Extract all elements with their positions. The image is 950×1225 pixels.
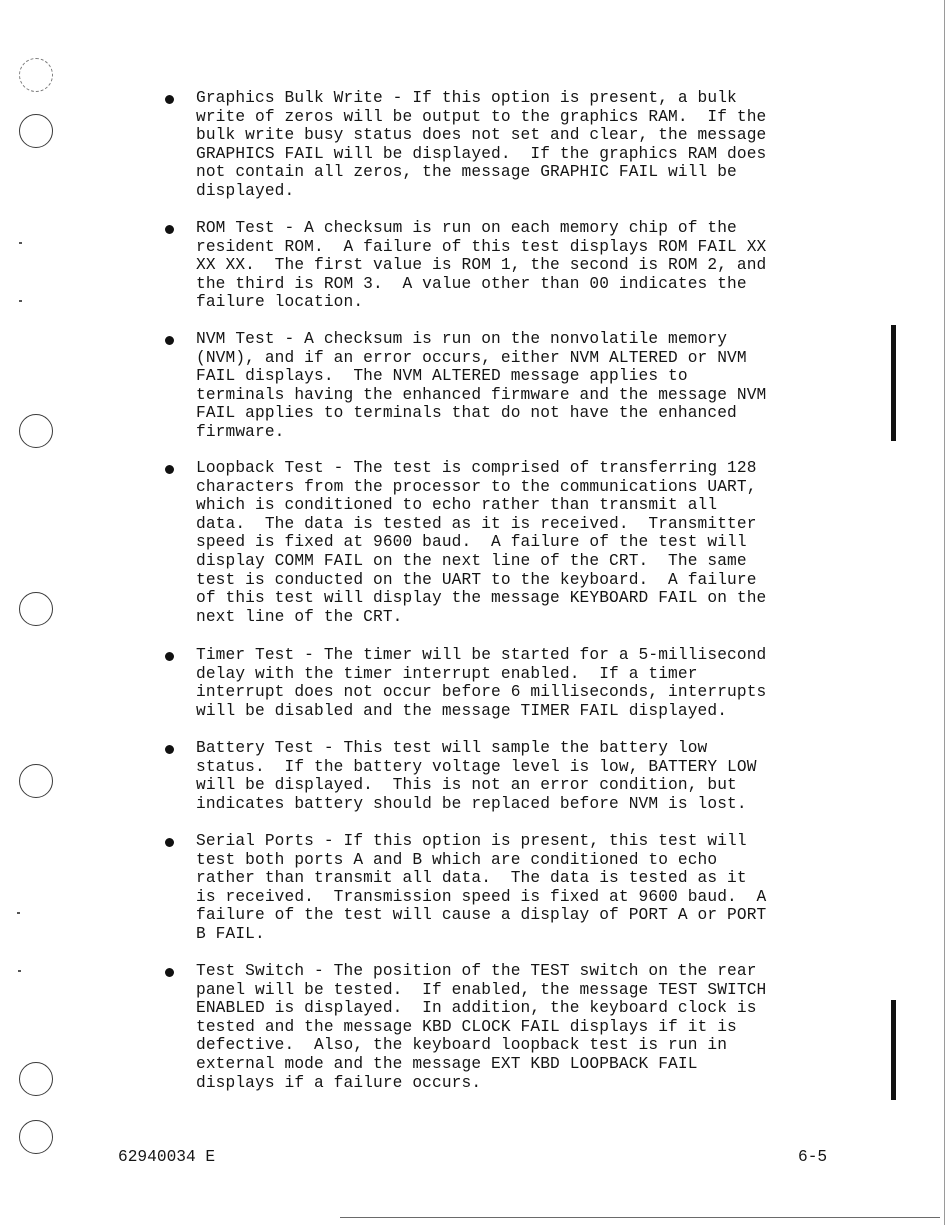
bullet-text-test-switch: Test Switch - The position of the TEST switch on the rear panel will be tested. If enabled, the message TEST SWITCH ENABLED is displayed. In addition, the keyboard clock is tested and the message KBD CLOCK FAIL displays if it is defective. Also, the keyboard loopback test is run in external mode and the message EXT KBD LOOPBACK FAIL displays if a failure occurs. (196, 962, 767, 1092)
bullet-icon (165, 968, 174, 977)
page-edge (944, 0, 945, 1225)
bullet-text-nvm-test: NVM Test - A checksum is run on the nonvolatile memory (NVM), and if an error occurs, either NVM ALTERED or NVM FAIL displays. The NVM ALTERED message applies to terminals having the enhanced firmware and the message NVM FAIL applies to terminals that do not have the enhanced firmware. (196, 330, 767, 441)
bullet-text-serial-ports: Serial Ports - If this option is present, this test will test both ports A and B which are conditioned to echo rather than transmit all data. The data is tested as it is received. Transmission speed is fixed at 9600 baud. A failure of the test will cause a display of PORT A or PORT B FAIL. (196, 832, 767, 943)
bullet-text-rom-test: ROM Test - A checksum is run on each memory chip of the resident ROM. A failure of this test displays ROM FAIL XX XX XX. The first value is ROM 1, the second is ROM 2, and the third is ROM 3. A value other than 00 indicates the failure location. (196, 219, 767, 312)
bullet-text-battery-test: Battery Test - This test will sample the battery low status. If the battery voltage level is low, BATTERY LOW will be displayed. This is not an error condition, but indicates battery should be replaced before NVM is lost. (196, 739, 757, 813)
bullet-text-graphics-bulk-write: Graphics Bulk Write - If this option is present, a bulk write of zeros will be output to the graphics RAM. If the bulk write busy status does not set and clear, the message GRAPHICS FAIL will be displayed. If the graphics RAM does not contain all zeros, the message GRAPHIC FAIL will be displayed. (196, 89, 767, 200)
punch-hole-icon (19, 1120, 53, 1154)
punch-hole-icon (19, 1062, 53, 1096)
page-bottom-edge (340, 1217, 940, 1218)
bullet-icon (165, 336, 174, 345)
document-number: 62940034 E (118, 1148, 216, 1166)
scan-speck (18, 970, 21, 972)
bullet-icon (165, 838, 174, 847)
scan-speck (19, 300, 22, 302)
bullet-text-loopback-test: Loopback Test - The test is comprised of transferring 128 characters from the processor to the communications UART, which is conditioned to echo rather than transmit all data. The data is tested as it is received. Transmitter speed is fixed at 9600 baud. A failure of the test will display COMM FAIL on the next line of the CRT. The same test is conducted on the UART to the keyboard. A failure of this test will display the message KEYBOARD FAIL on the next line of the CRT. (196, 459, 767, 626)
punch-hole-icon (19, 592, 53, 626)
punch-hole-icon (19, 114, 53, 148)
bullet-icon (165, 465, 174, 474)
scan-speck (17, 912, 20, 914)
scan-speck (19, 242, 22, 244)
punch-hole-icon (19, 414, 53, 448)
bullet-icon (165, 225, 174, 234)
bullet-text-timer-test: Timer Test - The timer will be started for a 5-millisecond delay with the timer interrupt enabled. If a timer interrupt does not occur before 6 milliseconds, interrupts will be disabled and the message TIMER FAIL displayed. (196, 646, 767, 720)
bullet-icon (165, 745, 174, 754)
punch-hole-icon (19, 764, 53, 798)
bullet-icon (165, 95, 174, 104)
change-bar (891, 1000, 896, 1100)
punch-hole-icon (19, 58, 53, 92)
change-bar (891, 325, 896, 441)
page-number: 6-5 (798, 1148, 828, 1166)
bullet-icon (165, 652, 174, 661)
